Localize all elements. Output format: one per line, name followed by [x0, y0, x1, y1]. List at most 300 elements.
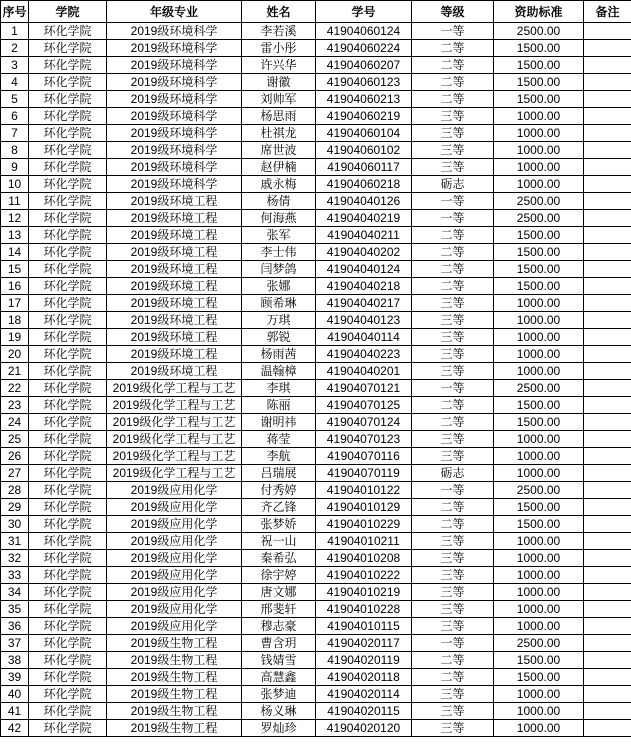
cell-student-id: 41904070119 — [316, 465, 412, 482]
cell-remark — [584, 363, 631, 380]
cell-level: 三等 — [412, 142, 494, 159]
cell-amount: 2500.00 — [494, 380, 584, 397]
cell-seq: 24 — [1, 414, 29, 431]
cell-amount: 1500.00 — [494, 516, 584, 533]
cell-seq: 6 — [1, 108, 29, 125]
cell-remark — [584, 448, 631, 465]
cell-major: 2019级应用化学 — [107, 533, 242, 550]
cell-college: 环化学院 — [29, 533, 107, 550]
cell-remark — [584, 482, 631, 499]
cell-seq: 4 — [1, 74, 29, 91]
cell-level: 三等 — [412, 533, 494, 550]
cell-level: 一等 — [412, 380, 494, 397]
cell-amount: 1000.00 — [494, 567, 584, 584]
cell-name: 许兴华 — [242, 57, 316, 74]
cell-major: 2019级生物工程 — [107, 635, 242, 652]
cell-remark — [584, 414, 631, 431]
cell-major: 2019级应用化学 — [107, 550, 242, 567]
cell-remark — [584, 550, 631, 567]
cell-name: 杨义琳 — [242, 703, 316, 720]
cell-amount: 1500.00 — [494, 74, 584, 91]
cell-college: 环化学院 — [29, 584, 107, 601]
cell-student-id: 41904040218 — [316, 278, 412, 295]
cell-name: 张梦迪 — [242, 686, 316, 703]
cell-amount: 1000.00 — [494, 601, 584, 618]
cell-amount: 2500.00 — [494, 23, 584, 40]
cell-major: 2019级环境科学 — [107, 74, 242, 91]
cell-amount: 1500.00 — [494, 669, 584, 686]
cell-level: 二等 — [412, 397, 494, 414]
cell-amount: 1500.00 — [494, 414, 584, 431]
cell-level: 二等 — [412, 414, 494, 431]
cell-amount: 1500.00 — [494, 499, 584, 516]
table-row — [1, 142, 631, 159]
cell-level: 三等 — [412, 584, 494, 601]
cell-seq: 28 — [1, 482, 29, 499]
cell-major: 2019级环境科学 — [107, 108, 242, 125]
cell-name: 蒋莹 — [242, 431, 316, 448]
cell-seq: 23 — [1, 397, 29, 414]
cell-amount: 1000.00 — [494, 363, 584, 380]
cell-remark — [584, 193, 631, 210]
cell-level: 二等 — [412, 40, 494, 57]
cell-major: 2019级环境科学 — [107, 91, 242, 108]
cell-remark — [584, 346, 631, 363]
cell-major: 2019级化学工程与工艺 — [107, 448, 242, 465]
cell-amount: 1000.00 — [494, 159, 584, 176]
table-row — [1, 227, 631, 244]
cell-seq: 5 — [1, 91, 29, 108]
cell-college: 环化学院 — [29, 159, 107, 176]
cell-college: 环化学院 — [29, 516, 107, 533]
table-row — [1, 414, 631, 431]
cell-level: 三等 — [412, 601, 494, 618]
cell-remark — [584, 125, 631, 142]
cell-name: 陈丽 — [242, 397, 316, 414]
cell-college: 环化学院 — [29, 686, 107, 703]
table-row — [1, 499, 631, 516]
cell-major: 2019级环境工程 — [107, 227, 242, 244]
table-row — [1, 652, 631, 669]
cell-amount: 1000.00 — [494, 584, 584, 601]
cell-remark — [584, 312, 631, 329]
cell-college: 环化学院 — [29, 210, 107, 227]
cell-remark — [584, 40, 631, 57]
cell-college: 环化学院 — [29, 193, 107, 210]
cell-amount: 1000.00 — [494, 312, 584, 329]
column-header-level: 等级 — [412, 1, 494, 23]
cell-amount: 2500.00 — [494, 635, 584, 652]
cell-name: 李若溪 — [242, 23, 316, 40]
cell-college: 环化学院 — [29, 669, 107, 686]
cell-student-id: 41904060213 — [316, 91, 412, 108]
cell-name: 杨倩 — [242, 193, 316, 210]
cell-amount: 2500.00 — [494, 210, 584, 227]
cell-level: 二等 — [412, 499, 494, 516]
cell-name: 高慧鑫 — [242, 669, 316, 686]
cell-name: 温翰樟 — [242, 363, 316, 380]
table-body — [1, 23, 631, 737]
cell-major: 2019级应用化学 — [107, 567, 242, 584]
cell-student-id: 41904020119 — [316, 652, 412, 669]
cell-student-id: 41904010228 — [316, 601, 412, 618]
table-row — [1, 176, 631, 193]
cell-major: 2019级应用化学 — [107, 482, 242, 499]
cell-amount: 1000.00 — [494, 295, 584, 312]
table-row — [1, 74, 631, 91]
cell-amount: 1000.00 — [494, 618, 584, 635]
cell-name: 钱婧雪 — [242, 652, 316, 669]
cell-amount: 1500.00 — [494, 227, 584, 244]
cell-seq: 33 — [1, 567, 29, 584]
cell-college: 环化学院 — [29, 329, 107, 346]
cell-remark — [584, 295, 631, 312]
cell-college: 环化学院 — [29, 312, 107, 329]
cell-major: 2019级环境工程 — [107, 278, 242, 295]
table-row — [1, 40, 631, 57]
cell-major: 2019级环境科学 — [107, 40, 242, 57]
cell-level: 二等 — [412, 244, 494, 261]
table-row — [1, 108, 631, 125]
cell-level: 一等 — [412, 210, 494, 227]
table-row — [1, 431, 631, 448]
cell-amount: 1500.00 — [494, 40, 584, 57]
cell-major: 2019级环境科学 — [107, 159, 242, 176]
cell-student-id: 41904010211 — [316, 533, 412, 550]
cell-remark — [584, 74, 631, 91]
cell-student-id: 41904010222 — [316, 567, 412, 584]
cell-student-id: 41904060124 — [316, 23, 412, 40]
cell-student-id: 41904020117 — [316, 635, 412, 652]
cell-major: 2019级环境工程 — [107, 261, 242, 278]
cell-name: 唐文娜 — [242, 584, 316, 601]
cell-level: 三等 — [412, 618, 494, 635]
cell-seq: 16 — [1, 278, 29, 295]
cell-level: 二等 — [412, 516, 494, 533]
cell-remark — [584, 669, 631, 686]
table-row — [1, 23, 631, 40]
cell-college: 环化学院 — [29, 414, 107, 431]
cell-major: 2019级环境科学 — [107, 125, 242, 142]
cell-seq: 27 — [1, 465, 29, 482]
table-row — [1, 210, 631, 227]
cell-major: 2019级环境科学 — [107, 23, 242, 40]
cell-college: 环化学院 — [29, 261, 107, 278]
cell-amount: 1500.00 — [494, 244, 584, 261]
cell-name: 吕瑞展 — [242, 465, 316, 482]
cell-level: 三等 — [412, 550, 494, 567]
table-row — [1, 618, 631, 635]
cell-seq: 36 — [1, 618, 29, 635]
cell-remark — [584, 397, 631, 414]
cell-student-id: 41904040219 — [316, 210, 412, 227]
table-row — [1, 346, 631, 363]
cell-seq: 41 — [1, 703, 29, 720]
cell-remark — [584, 686, 631, 703]
cell-college: 环化学院 — [29, 40, 107, 57]
cell-major: 2019级生物工程 — [107, 652, 242, 669]
cell-seq: 29 — [1, 499, 29, 516]
cell-student-id: 41904020115 — [316, 703, 412, 720]
cell-remark — [584, 108, 631, 125]
cell-seq: 25 — [1, 431, 29, 448]
table-row — [1, 533, 631, 550]
cell-amount: 1500.00 — [494, 652, 584, 669]
cell-major: 2019级应用化学 — [107, 601, 242, 618]
cell-name: 谢明祎 — [242, 414, 316, 431]
cell-level: 三等 — [412, 329, 494, 346]
cell-seq: 35 — [1, 601, 29, 618]
cell-level: 三等 — [412, 720, 494, 737]
cell-name: 付秀婷 — [242, 482, 316, 499]
cell-student-id: 41904010122 — [316, 482, 412, 499]
cell-name: 齐乙锋 — [242, 499, 316, 516]
cell-college: 环化学院 — [29, 227, 107, 244]
cell-major: 2019级环境工程 — [107, 329, 242, 346]
cell-level: 三等 — [412, 567, 494, 584]
cell-name: 杨雨茜 — [242, 346, 316, 363]
cell-major: 2019级生物工程 — [107, 686, 242, 703]
cell-college: 环化学院 — [29, 295, 107, 312]
cell-name: 曹含玥 — [242, 635, 316, 652]
cell-seq: 17 — [1, 295, 29, 312]
cell-seq: 22 — [1, 380, 29, 397]
cell-level: 三等 — [412, 346, 494, 363]
cell-name: 李士伟 — [242, 244, 316, 261]
cell-name: 刘帅军 — [242, 91, 316, 108]
cell-college: 环化学院 — [29, 567, 107, 584]
cell-level: 二等 — [412, 227, 494, 244]
cell-major: 2019级环境工程 — [107, 346, 242, 363]
table-row — [1, 397, 631, 414]
cell-amount: 1500.00 — [494, 397, 584, 414]
cell-student-id: 41904040124 — [316, 261, 412, 278]
cell-seq: 10 — [1, 176, 29, 193]
table-header-row — [1, 1, 631, 23]
cell-major: 2019级应用化学 — [107, 584, 242, 601]
cell-level: 一等 — [412, 193, 494, 210]
cell-name: 闫梦鸽 — [242, 261, 316, 278]
cell-remark — [584, 278, 631, 295]
cell-name: 穆志豪 — [242, 618, 316, 635]
cell-name: 张军 — [242, 227, 316, 244]
cell-major: 2019级生物工程 — [107, 669, 242, 686]
cell-student-id: 41904060218 — [316, 176, 412, 193]
cell-name: 李航 — [242, 448, 316, 465]
cell-college: 环化学院 — [29, 23, 107, 40]
table-row — [1, 91, 631, 108]
table-row — [1, 516, 631, 533]
cell-remark — [584, 567, 631, 584]
cell-level: 三等 — [412, 431, 494, 448]
cell-student-id: 41904010129 — [316, 499, 412, 516]
cell-name: 雷小彤 — [242, 40, 316, 57]
cell-student-id: 41904040202 — [316, 244, 412, 261]
cell-major: 2019级环境科学 — [107, 57, 242, 74]
cell-seq: 26 — [1, 448, 29, 465]
column-header-name: 姓名 — [242, 1, 316, 23]
cell-seq: 39 — [1, 669, 29, 686]
cell-level: 砺志 — [412, 176, 494, 193]
cell-seq: 11 — [1, 193, 29, 210]
cell-amount: 1000.00 — [494, 346, 584, 363]
table-row — [1, 244, 631, 261]
cell-college: 环化学院 — [29, 720, 107, 737]
cell-college: 环化学院 — [29, 176, 107, 193]
cell-major: 2019级环境工程 — [107, 295, 242, 312]
cell-seq: 12 — [1, 210, 29, 227]
cell-name: 秦希弘 — [242, 550, 316, 567]
cell-seq: 21 — [1, 363, 29, 380]
cell-college: 环化学院 — [29, 550, 107, 567]
column-header-college: 学院 — [29, 1, 107, 23]
cell-seq: 42 — [1, 720, 29, 737]
cell-level: 三等 — [412, 363, 494, 380]
cell-student-id: 41904010219 — [316, 584, 412, 601]
cell-amount: 1000.00 — [494, 329, 584, 346]
table-row — [1, 380, 631, 397]
cell-seq: 15 — [1, 261, 29, 278]
cell-level: 一等 — [412, 635, 494, 652]
table-row — [1, 465, 631, 482]
cell-level: 三等 — [412, 159, 494, 176]
table-row — [1, 635, 631, 652]
cell-college: 环化学院 — [29, 244, 107, 261]
table-row — [1, 550, 631, 567]
cell-major: 2019级应用化学 — [107, 499, 242, 516]
column-header-remark: 备注 — [584, 1, 631, 23]
cell-remark — [584, 227, 631, 244]
cell-remark — [584, 244, 631, 261]
cell-major: 2019级环境科学 — [107, 176, 242, 193]
cell-college: 环化学院 — [29, 482, 107, 499]
column-header-major: 年级专业 — [107, 1, 242, 23]
cell-level: 二等 — [412, 669, 494, 686]
cell-name: 徐宇婷 — [242, 567, 316, 584]
cell-level: 三等 — [412, 125, 494, 142]
cell-major: 2019级化学工程与工艺 — [107, 380, 242, 397]
cell-student-id: 41904040201 — [316, 363, 412, 380]
table-row — [1, 686, 631, 703]
cell-student-id: 41904040211 — [316, 227, 412, 244]
cell-remark — [584, 465, 631, 482]
cell-major: 2019级环境科学 — [107, 142, 242, 159]
cell-college: 环化学院 — [29, 363, 107, 380]
table-row — [1, 57, 631, 74]
cell-remark — [584, 261, 631, 278]
table-row — [1, 601, 631, 618]
table-row — [1, 482, 631, 499]
table-row — [1, 193, 631, 210]
cell-seq: 18 — [1, 312, 29, 329]
cell-college: 环化学院 — [29, 74, 107, 91]
cell-amount: 2500.00 — [494, 193, 584, 210]
cell-level: 一等 — [412, 482, 494, 499]
cell-name: 何海燕 — [242, 210, 316, 227]
cell-college: 环化学院 — [29, 448, 107, 465]
cell-seq: 34 — [1, 584, 29, 601]
cell-amount: 1000.00 — [494, 448, 584, 465]
cell-amount: 1000.00 — [494, 125, 584, 142]
cell-level: 二等 — [412, 57, 494, 74]
cell-major: 2019级应用化学 — [107, 516, 242, 533]
cell-major: 2019级生物工程 — [107, 720, 242, 737]
cell-level: 二等 — [412, 652, 494, 669]
cell-student-id: 41904010208 — [316, 550, 412, 567]
cell-college: 环化学院 — [29, 431, 107, 448]
cell-student-id: 41904060102 — [316, 142, 412, 159]
cell-seq: 2 — [1, 40, 29, 57]
cell-name: 戚永梅 — [242, 176, 316, 193]
cell-student-id: 41904020114 — [316, 686, 412, 703]
cell-amount: 1000.00 — [494, 431, 584, 448]
table-row — [1, 720, 631, 737]
cell-seq: 38 — [1, 652, 29, 669]
table-row — [1, 312, 631, 329]
cell-seq: 31 — [1, 533, 29, 550]
cell-college: 环化学院 — [29, 635, 107, 652]
table-row — [1, 584, 631, 601]
cell-seq: 30 — [1, 516, 29, 533]
cell-level: 三等 — [412, 108, 494, 125]
table-row — [1, 567, 631, 584]
cell-amount: 1500.00 — [494, 57, 584, 74]
cell-college: 环化学院 — [29, 465, 107, 482]
cell-college: 环化学院 — [29, 618, 107, 635]
cell-level: 二等 — [412, 278, 494, 295]
cell-seq: 40 — [1, 686, 29, 703]
cell-name: 罗灿珍 — [242, 720, 316, 737]
cell-student-id: 41904040114 — [316, 329, 412, 346]
cell-student-id: 41904060219 — [316, 108, 412, 125]
cell-college: 环化学院 — [29, 108, 107, 125]
cell-remark — [584, 533, 631, 550]
cell-student-id: 41904070116 — [316, 448, 412, 465]
cell-amount: 1000.00 — [494, 550, 584, 567]
cell-college: 环化学院 — [29, 57, 107, 74]
cell-major: 2019级化学工程与工艺 — [107, 397, 242, 414]
cell-seq: 9 — [1, 159, 29, 176]
cell-remark — [584, 57, 631, 74]
cell-major: 2019级环境工程 — [107, 210, 242, 227]
cell-major: 2019级化学工程与工艺 — [107, 414, 242, 431]
cell-student-id: 41904060224 — [316, 40, 412, 57]
cell-seq: 3 — [1, 57, 29, 74]
cell-seq: 13 — [1, 227, 29, 244]
cell-student-id: 41904040217 — [316, 295, 412, 312]
column-header-amount: 资助标准 — [494, 1, 584, 23]
cell-name: 谢徽 — [242, 74, 316, 91]
cell-student-id: 41904060123 — [316, 74, 412, 91]
cell-name: 席世波 — [242, 142, 316, 159]
cell-major: 2019级化学工程与工艺 — [107, 465, 242, 482]
cell-college: 环化学院 — [29, 91, 107, 108]
column-header-seq: 序号 — [1, 1, 29, 23]
cell-level: 三等 — [412, 448, 494, 465]
column-header-student-id: 学号 — [316, 1, 412, 23]
cell-major: 2019级应用化学 — [107, 618, 242, 635]
table-row — [1, 295, 631, 312]
table-row — [1, 159, 631, 176]
cell-college: 环化学院 — [29, 346, 107, 363]
cell-name: 邢斐轩 — [242, 601, 316, 618]
cell-amount: 1000.00 — [494, 703, 584, 720]
table-row — [1, 448, 631, 465]
cell-student-id: 41904020120 — [316, 720, 412, 737]
cell-amount: 1000.00 — [494, 720, 584, 737]
table-row — [1, 669, 631, 686]
cell-remark — [584, 703, 631, 720]
